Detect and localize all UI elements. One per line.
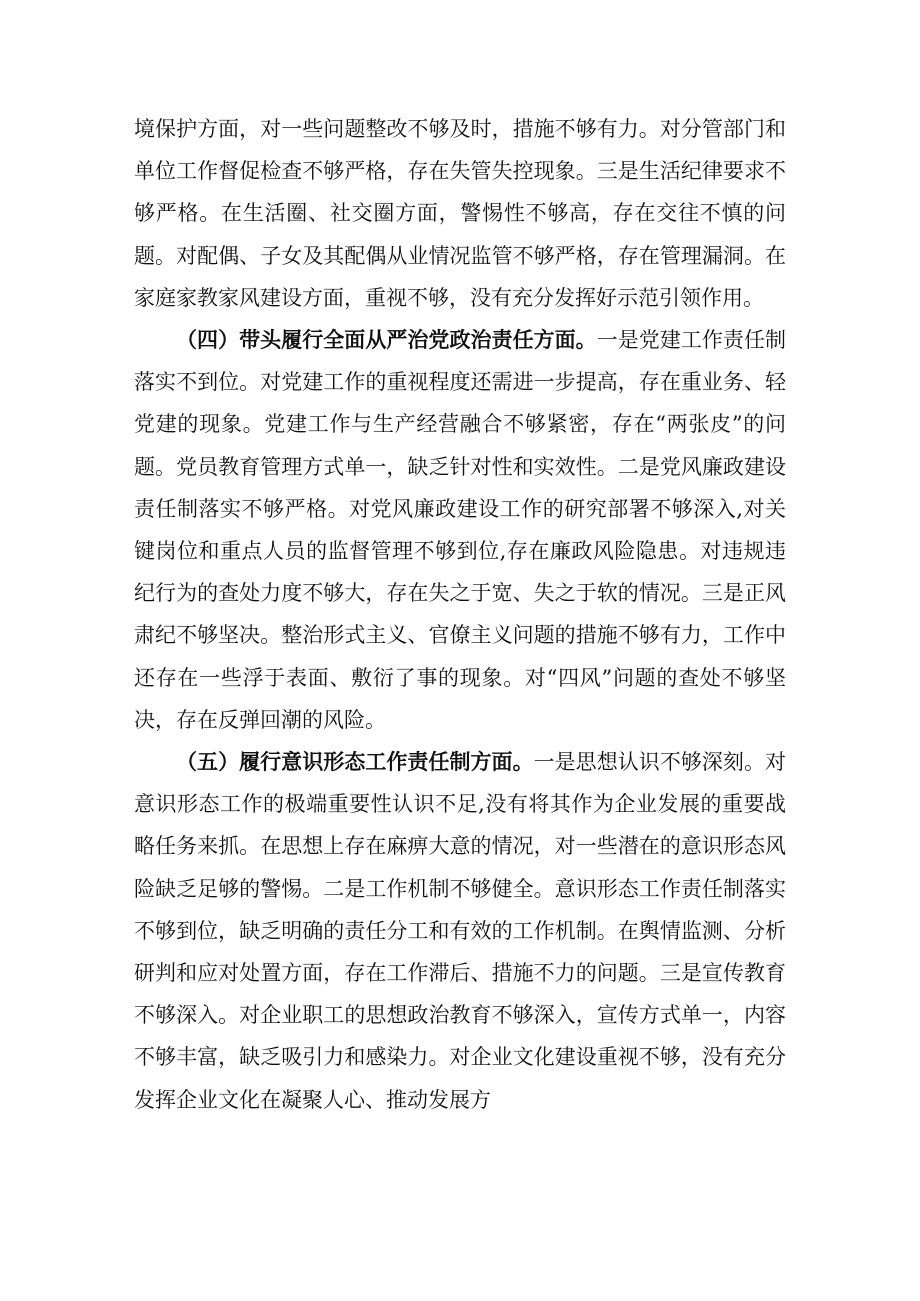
section-heading: （五）履行意识形态工作责任制方面。 [176,750,534,775]
paragraph-text: 境保护方面，对一些问题整改不够及时，措施不够有力。对分管部门和单位工作督促检查不够严格，存在失管失控现象。三是生活纪律要求不够严格。在生活圈、社交圈方面，警惕性不够高，存在交往不慎的问题。对配偶、子女及其配偶从业情况监管不够严格，存在管理漏洞。在家庭家教家风建设方面，重视不够，没有充分发挥好示范引领作用。 [134,117,786,310]
paragraph-text: 一是党建工作责任制落实不到位。对党建工作的重视程度还需进一步提高，存在重业务、轻党建的现象。党建工作与生产经营融合不够紧密，存在“两张皮”的问题。党员教育管理方式单一，缺乏针对性和实效性。二是党风廉政建设责任制落实不够严格。对党风廉政建设工作的研究部署不够深入,对关键岗位和重点人员的监督管理不够到位,存在廉政风险隐患。对违规违纪行为的查处力度不够大，存在失之于宽、失之于软的情况。三是正风肃纪不够坚决。整治形式主义、官僚主义问题的措施不够有力，工作中还存在一些浮于表面、敷衍了事的现象。对“四风”问题的查处不够坚决，存在反弹回潮的风险。 [134,328,787,732]
document-body [134,108,786,1121]
paragraph-section-four [134,319,786,741]
paragraph-section-five [134,741,786,1121]
paragraph-text: 一是思想认识不够深刻。对意识形态工作的极端重要性认识不足,没有将其作为企业发展的重要战略任务来抓。在思想上存在麻痹大意的情况，对一些潜在的意识形态风险缺乏足够的警惕。二是工作机制不够健全。意识形态工作责任制落实不够到位，缺乏明确的责任分工和有效的工作机制。在舆情监测、分析研判和应对处置方面，存在工作滞后、措施不力的问题。三是宣传教育不够深入。对企业职工的思想政治教育不够深入，宣传方式单一，内容不够丰富，缺乏吸引力和感染力。对企业文化建设重视不够，没有充分发挥企业文化在凝聚人心、推动发展方 [134,750,787,1112]
section-heading: （四）带头履行全面从严治党政治责任方面。 [176,328,597,353]
paragraph-continuation [134,108,786,319]
